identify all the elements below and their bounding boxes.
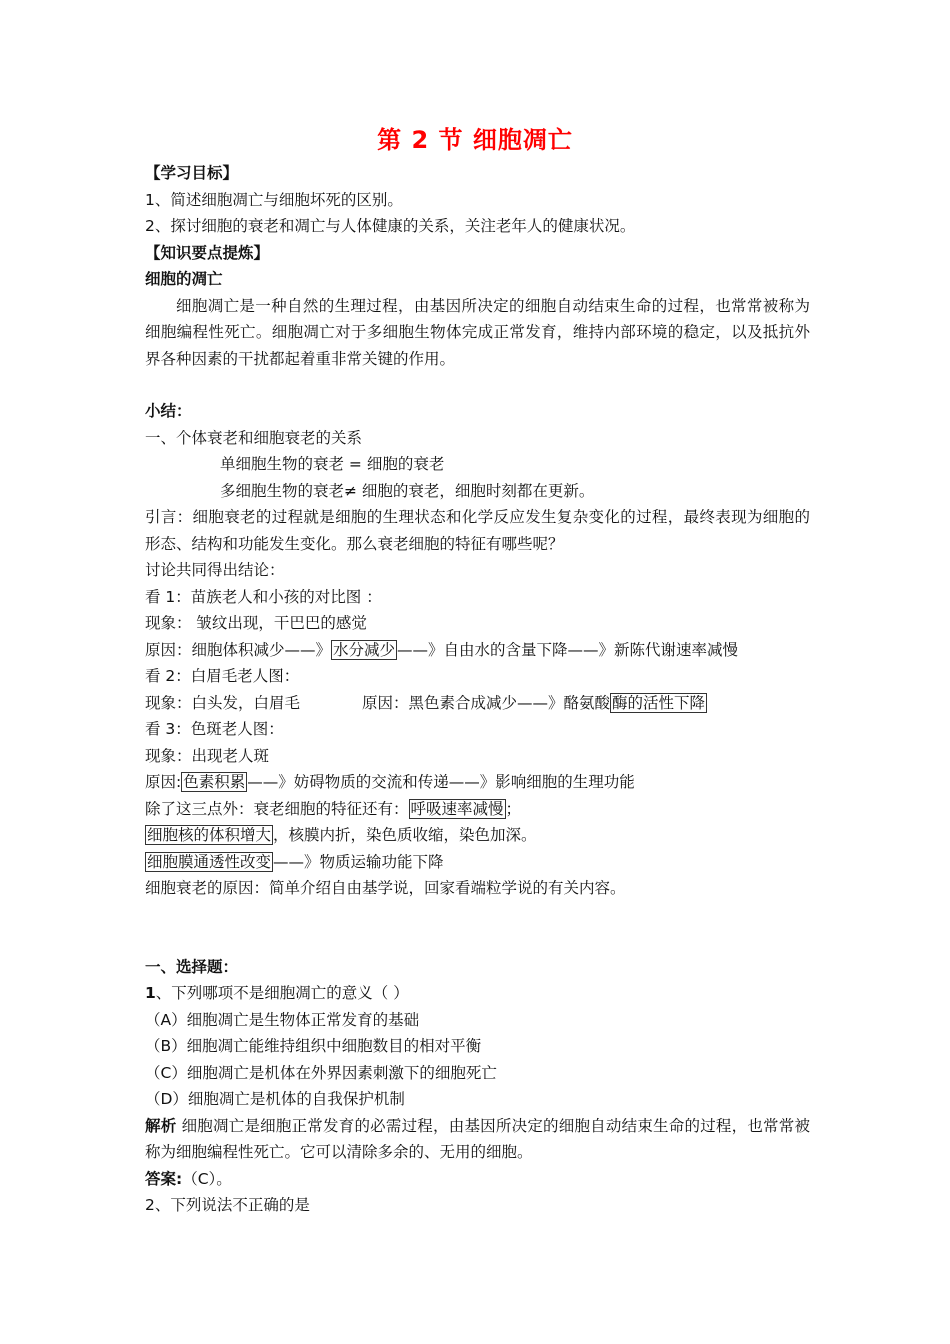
document-body [145,160,810,1219]
feature-line [145,822,810,849]
phenomenon-line: 现象：出现老人斑 [145,746,270,765]
apoptosis-paragraph: 细胞凋亡是一种自然的生理过程，由基因所决定的细胞自动结束生命的过程，也常常被称为细胞编程性死亡。细胞凋亡对于多细胞生物体完成正常发育，维持内部环境的稳定，以及抵抗外界各种因素的干扰都起着重非常关键的作用。 [145,296,810,368]
cause-line [145,637,810,664]
goal-item: 1、简述细胞凋亡与细胞坏死的区别。 [145,190,403,209]
answer-line [145,1166,810,1193]
cause-text: 原因：细胞体积减少——》 [145,640,332,659]
cause-text: 原因: [145,773,182,791]
relation-title: 一、个体衰老和细胞衰老的关系 [145,428,363,447]
boxed-keyword: 酶的活性下降 [612,693,706,712]
boxed-keyword: 水分减少 [333,640,396,659]
question-text: 、下列哪项不是细胞凋亡的意义（ ） [155,984,409,1002]
option-b: （B）细胞凋亡能维持组织中细胞数目的相对平衡 [145,1037,482,1055]
look-item: 看 1：苗族老人和小孩的对比图 ： [145,587,382,606]
cause-text: ——》自由水的含量下降——》新陈代谢速率减慢 [397,640,739,659]
phenomenon-line: 现象： 皱纹出现，干巴巴的感觉 [145,614,367,632]
question-item: 2、下列说法不正确的是 [145,1196,310,1214]
option-c: （C）细胞凋亡是机体在外界因素刺激下的细胞死亡 [145,1063,497,1082]
answer-label: 答案: [145,1169,183,1188]
phenomenon-text: 现象：白头发，白眉毛 [145,693,301,712]
question-section-heading: 一、选择题： [145,957,239,976]
question-number: 1 [145,984,156,1002]
question-item [145,980,810,1007]
boxed-keyword: 细胞膜通透性改变 [147,852,272,871]
section-heading-points: 【知识要点提炼】 [145,243,270,262]
relation-line: 多细胞生物的衰老≠ 细胞的衰老，细胞时刻都在更新。 [220,481,595,500]
phenomenon-cause-line [145,690,810,717]
feature-text: ； [505,799,522,818]
summary-heading: 小结： [145,402,192,420]
analysis-label: 解析 [145,1116,177,1135]
analysis-text: 细胞凋亡是细胞正常发育的必需过程，由基因所决定的细胞自动结束生命的过程，也常常被称为细胞编程性死亡。它可以清除多余的、无用的细胞。 [145,1116,810,1161]
cause-text: ——》妨碍物质的交流和传递——》影响细胞的生理功能 [247,773,635,791]
discussion-line: 讨论共同得出结论： [145,561,285,579]
boxed-keyword: 细胞核的体积增大 [147,826,272,844]
feature-text: 除了这三点外：衰老细胞的特征还有： [145,799,409,818]
cause-text: 原因：黑色素合成减少——》酪氨酸 [362,693,611,712]
analysis-paragraph [145,1113,810,1166]
section-heading-goals: 【学习目标】 [145,164,239,182]
feature-line [145,849,810,876]
goal-item: 2、探讨细胞的衰老和凋亡与人体健康的关系，关注老年人的健康状况。 [145,217,636,235]
answer-text: （C）。 [182,1169,232,1188]
option-a: （A）细胞凋亡是生物体正常发育的基础 [145,1010,420,1029]
option-d: （D）细胞凋亡是机体的自我保护机制 [145,1090,405,1108]
feature-line [145,796,810,823]
relation-line: 单细胞生物的衰老 = 细胞的衰老 [220,455,445,473]
cause-line [145,769,810,796]
page-title: 第 2 节 细胞凋亡 [377,126,573,154]
reason-line: 细胞衰老的原因：简单介绍自由基学说，回家看端粒学说的有关内容。 [145,879,626,897]
look-item: 看 3：色斑老人图： [145,720,284,738]
feature-text: ，核膜内折，染色质收缩，染色加深。 [273,826,537,844]
boxed-keyword: 呼吸速率减慢 [410,799,504,818]
intro-paragraph: 引言：细胞衰老的过程就是细胞的生理状态和化学反应发生复杂变化的过程，最终表现为细胞的形态、结构和功能发生变化。那么衰老细胞的特征有哪些呢？ [145,508,810,553]
feature-text: ——》物质运输功能下降 [273,852,444,871]
boxed-keyword: 色素积累 [183,773,246,791]
subheading-apoptosis: 细胞的凋亡 [145,270,223,288]
look-item: 看 2：白眉毛老人图： [145,667,300,685]
